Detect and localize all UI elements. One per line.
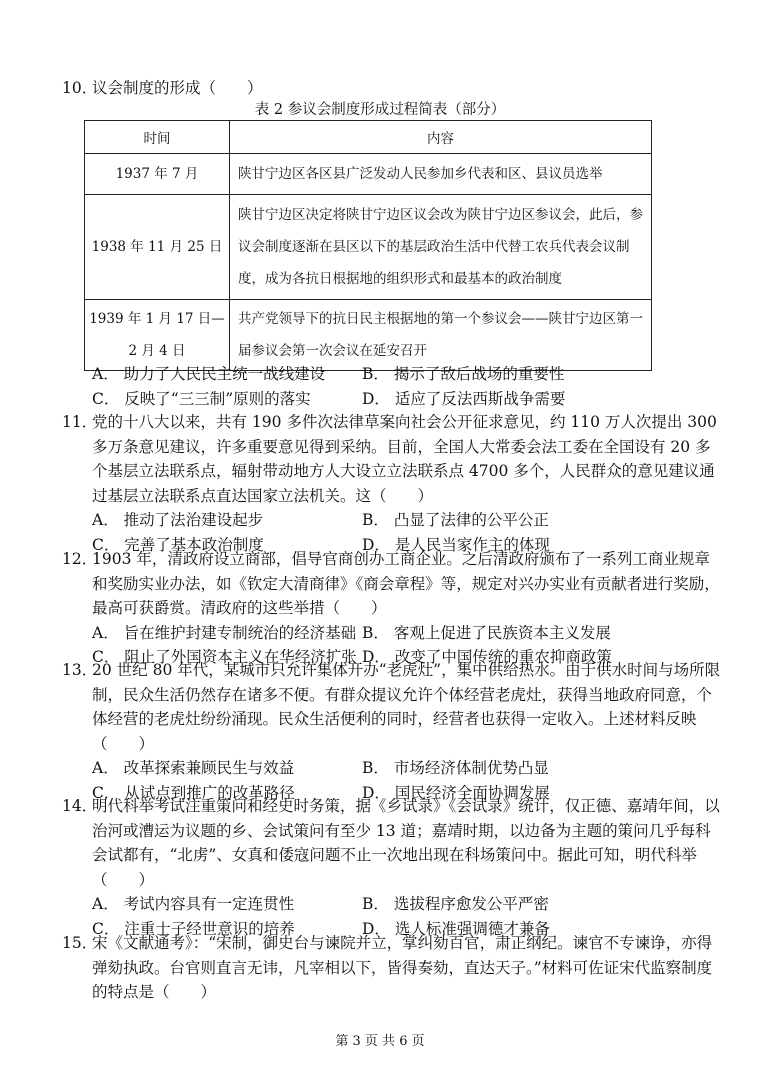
question-12 [62, 547, 722, 670]
question-11 [62, 410, 722, 558]
history-table [84, 120, 652, 371]
option-c[interactable]: C． 反映了“三三制”原则的落实 [92, 389, 311, 408]
table-row [85, 154, 652, 195]
question-15 [62, 931, 722, 1005]
question-number: 15． [62, 934, 98, 952]
option-d[interactable]: D． 是人民当家作主的体现 [362, 535, 550, 554]
option-a[interactable]: A． 改革探索兼顾民生与效益 [92, 759, 295, 778]
table-cell-time: 1938 年 11 月 25 日 [91, 239, 223, 255]
table-cell-time: 2 月 4 日 [128, 343, 186, 359]
table-header-content: 内容 [230, 121, 652, 154]
table-cell-content: 陕甘宁边区各区县广泛发动人民参加乡代表和区、县议员选举 [230, 154, 652, 195]
table-row [85, 195, 652, 300]
option-d[interactable]: D． 适应了反法西斯战争需要 [362, 389, 566, 408]
option-a[interactable]: A． 推动了法治建设起步 [92, 511, 264, 530]
table-cell-content: 陕甘宁边区决定将陕甘宁边区议会改为陕甘宁边区参议会，此后，参议会制度逐渐在县区以下的基层政治生活中代替工农兵代表会议制度，成为各抗日根据地的组织形式和最基本的政治制度 [230, 195, 652, 300]
option-a[interactable]: A． 旨在维护封建专制统治的经济基础 [92, 623, 357, 642]
option-a[interactable]: A． 助力了人民民主统一战线建设 [92, 365, 326, 383]
option-b[interactable]: B． 凸显了法律的公平公正 [362, 511, 549, 530]
option-c[interactable]: C． 注重士子经世意识的培养 [92, 919, 295, 938]
question-number: 10． [62, 79, 98, 97]
option-d[interactable]: D． 改变了中国传统的重农抑商政策 [362, 648, 612, 667]
question-stem: 议会制度的形成（ ） [92, 79, 263, 97]
option-b[interactable]: B． 客观上促进了民族资本主义发展 [362, 623, 611, 642]
question-10 [62, 76, 722, 101]
question-14 [62, 794, 722, 942]
question-number: 14． [62, 797, 98, 815]
option-d[interactable]: D． 选人标准强调德才兼备 [362, 919, 550, 938]
table-cell-time: 1937 年 7 月 [115, 166, 199, 182]
table-header-time: 时间 [85, 121, 230, 154]
option-b[interactable]: B． 选拔程序愈发公平严密 [362, 895, 549, 914]
question-13 [62, 658, 722, 806]
page-footer: 第 3 页 共 6 页 [335, 1034, 425, 1049]
table-cell-content: 共产党领导下的抗日民主根据地的第一个参议会——陕甘宁边区第一届参议会第一次会议在延安召开 [230, 300, 652, 371]
table-row [85, 300, 652, 371]
question-number: 12． [62, 550, 98, 568]
table-cell-time: 1939 年 1 月 17 日— [89, 311, 225, 327]
question-stem: 20 世纪 80 年代，某城市只允许集体开办“老虎灶”，集中供给热水。由于供水时间与场所限制，民众生活仍然存在诸多不便。有群众提议允许个体经营老虎灶，获得当地政府同意，个体经营的老虎灶纷纷涌现。民众生活便利的同时，经营者也获得一定收入。上述材料反映（ ） [92, 661, 721, 753]
option-b[interactable]: B． 市场经济体制优势凸显 [362, 759, 549, 778]
table-header-row [85, 121, 652, 154]
question-10-options [62, 362, 722, 411]
option-b[interactable]: B． 揭示了敌后战场的重要性 [362, 365, 565, 383]
question-number: 13． [62, 661, 98, 679]
option-c[interactable]: C． 从试点到推广的改革路径 [92, 783, 295, 802]
option-c[interactable]: C． 阻止了外国资本主义在华经济扩张 [92, 648, 357, 667]
question-stem: 党的十八大以来，共有 190 多件次法律草案向社会公开征求意见，约 110 万人次提出 300 多万条意见建议，许多重要意见得到采纳。目前，全国人大常委会法工委在全国设有 20 多个基层立法联系点，辐射带动地方人大设立立法联系点 4700 多个，人民群众的意见建议通过基层立法联系点直达国家立法机关。这（ ） [92, 413, 717, 505]
question-stem: 宋《文献通考》：“宋制，御史台与谏院并立，掌纠劾百官，肃正纲纪。谏官不专谏诤，亦得弹劾执政。台官则直言无讳，凡宰相以下，皆得奏劾，直达天子。”材料可佐证宋代监察制度的特点是（ ） [92, 934, 713, 1002]
table-caption: 表 2 参议会制度形成过程简表（部分） [254, 102, 506, 118]
option-d[interactable]: D． 国民经济全面协调发展 [362, 783, 550, 802]
question-stem: 明代科举考试注重策问和经史时务策，据《乡试录》《会试录》统计，仅正德、嘉靖年间，以治河或漕运为议题的乡、会试策问有至少 13 道；嘉靖时期，以边备为主题的策问几乎每科会试都有，“北虏”、女真和倭寇问题不止一次地出现在科场策问中。据此可知，明代科举（ ） [92, 797, 720, 889]
option-a[interactable]: A． 考试内容具有一定连贯性 [92, 895, 295, 914]
question-number: 11． [62, 413, 98, 431]
question-stem: 1903 年，清政府设立商部，倡导官商创办工商企业。之后清政府颁布了一系列工商业规章和奖励实业办法，如《钦定大清商律》《商会章程》等，规定对兴办实业有贡献者进行奖励，最高可获爵赏。清政府的这些举措（ ） [92, 550, 720, 618]
option-c[interactable]: C． 完善了基本政治制度 [92, 535, 264, 554]
